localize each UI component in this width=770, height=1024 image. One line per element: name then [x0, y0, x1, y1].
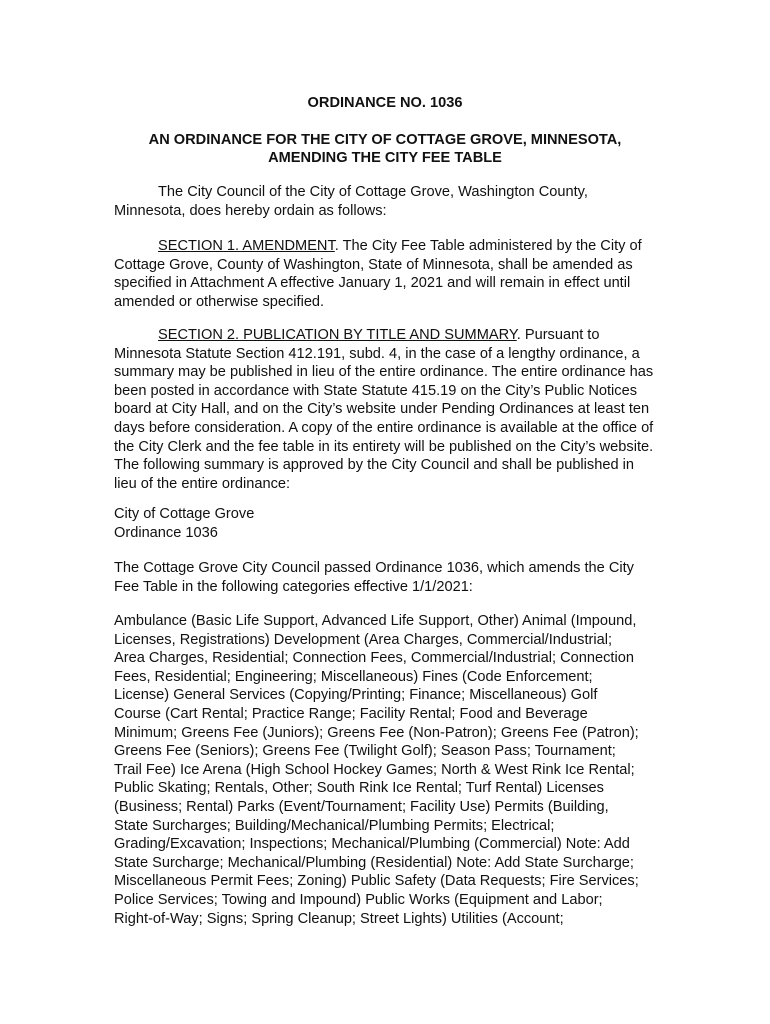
section-2-heading: SECTION 2. PUBLICATION BY TITLE AND SUMMARY	[158, 327, 517, 343]
categories-paragraph	[114, 612, 659, 928]
summary-intro-paragraph: The Cottage Grove City Council passed Ordinance 1036, which amends the City Fee Table in the following categories effective 1/1/2021:	[114, 560, 634, 595]
ordinance-title-line-1: AN ORDINANCE FOR THE CITY OF COTTAGE GROVE, MINNESOTA,	[148, 132, 622, 148]
categories-line: Public Skating; Rentals, Other; South Rink Ice Rental; Turf Rental) Licenses	[114, 780, 604, 797]
categories-line: Police Services; Towing and Impound) Public Works (Equipment and Labor;	[114, 891, 603, 908]
categories-line: Miscellaneous Permit Fees; Zoning) Public Safety (Data Requests; Fire Services;	[114, 873, 639, 890]
section-2-paragraph	[114, 326, 659, 493]
intro-paragraph: The City Council of the City of Cottage Grove, Washington County, Minnesota, does hereby ordain as follows:	[114, 184, 588, 219]
ordinance-title-line-2: AMENDING THE CITY FEE TABLE	[268, 150, 502, 166]
categories-line: License) General Services (Copying/Printing; Finance; Miscellaneous) Golf	[114, 687, 598, 704]
categories-line: Right-of-Way; Signs; Spring Cleanup; Street Lights) Utilities (Account;	[114, 910, 564, 927]
categories-line: Ambulance (Basic Life Support, Advanced Life Support, Other) Animal (Impound,	[114, 613, 637, 629]
categories-line: Minimum; Greens Fee (Juniors); Greens Fee (Non-Patron); Greens Fee (Patron);	[114, 724, 639, 741]
categories-line: Course (Cart Rental; Practice Range; Facility Rental; Food and Beverage	[114, 705, 588, 722]
categories-line: State Surcharges; Building/Mechanical/Plumbing Permits; Electrical;	[114, 817, 555, 834]
summary-ordinance: Ordinance 1036	[114, 524, 218, 541]
ordinance-number: ORDINANCE NO. 1036	[307, 95, 463, 111]
categories-line: State Surcharge; Mechanical/Plumbing (Residential) Note: Add State Surcharge;	[114, 854, 634, 871]
categories-line: Trail Fee) Ice Arena (High School Hockey Games; North & West Rink Ice Rental;	[114, 761, 635, 778]
categories-line: Greens Fee (Seniors); Greens Fee (Twilight Golf); Season Pass; Tournament;	[114, 743, 616, 760]
categories-line: Fees, Residential; Engineering; Miscellaneous) Fines (Code Enforcement;	[114, 668, 593, 685]
section-1-text: . The City Fee Table administered by the City of Cottage Grove, County of Washington, State of Minnesota, shall be amended as specified in Attachment A effective January 1, 2021 and will remain in effect until amended or otherwise specified.	[114, 238, 642, 310]
section-2-text: . Pursuant to Minnesota Statute Section 412.191, subd. 4, in the case of a lengthy ordinance, a summary may be published in lieu of the entire ordinance. The entire ordinance has been posted in accordance with State Statute 415.19 on the City’s Public Notices board at City Hall, and on the City’s website under Pending Ordinances at least ten days before consideration. A copy of the entire ordinance is available at the office of the City Clerk and the fee table in its entirety will be published on the City’s website. The following summary is approved by the City Council and shall be published in lieu of the entire ordinance:	[114, 327, 654, 492]
categories-line: (Business; Rental) Parks (Event/Tournament; Facility Use) Permits (Building,	[114, 798, 609, 815]
summary-city: City of Cottage Grove	[114, 506, 255, 522]
categories-line: Area Charges, Residential; Connection Fees, Commercial/Industrial; Connection	[114, 650, 634, 667]
summary-header	[114, 505, 659, 542]
categories-line: Grading/Excavation; Inspections; Mechanical/Plumbing (Commercial) Note: Add	[114, 836, 630, 853]
section-1-heading: SECTION 1. AMENDMENT	[158, 238, 335, 254]
categories-line: Licenses, Registrations) Development (Area Charges, Commercial/Industrial;	[114, 631, 613, 648]
section-1-paragraph	[114, 237, 659, 311]
